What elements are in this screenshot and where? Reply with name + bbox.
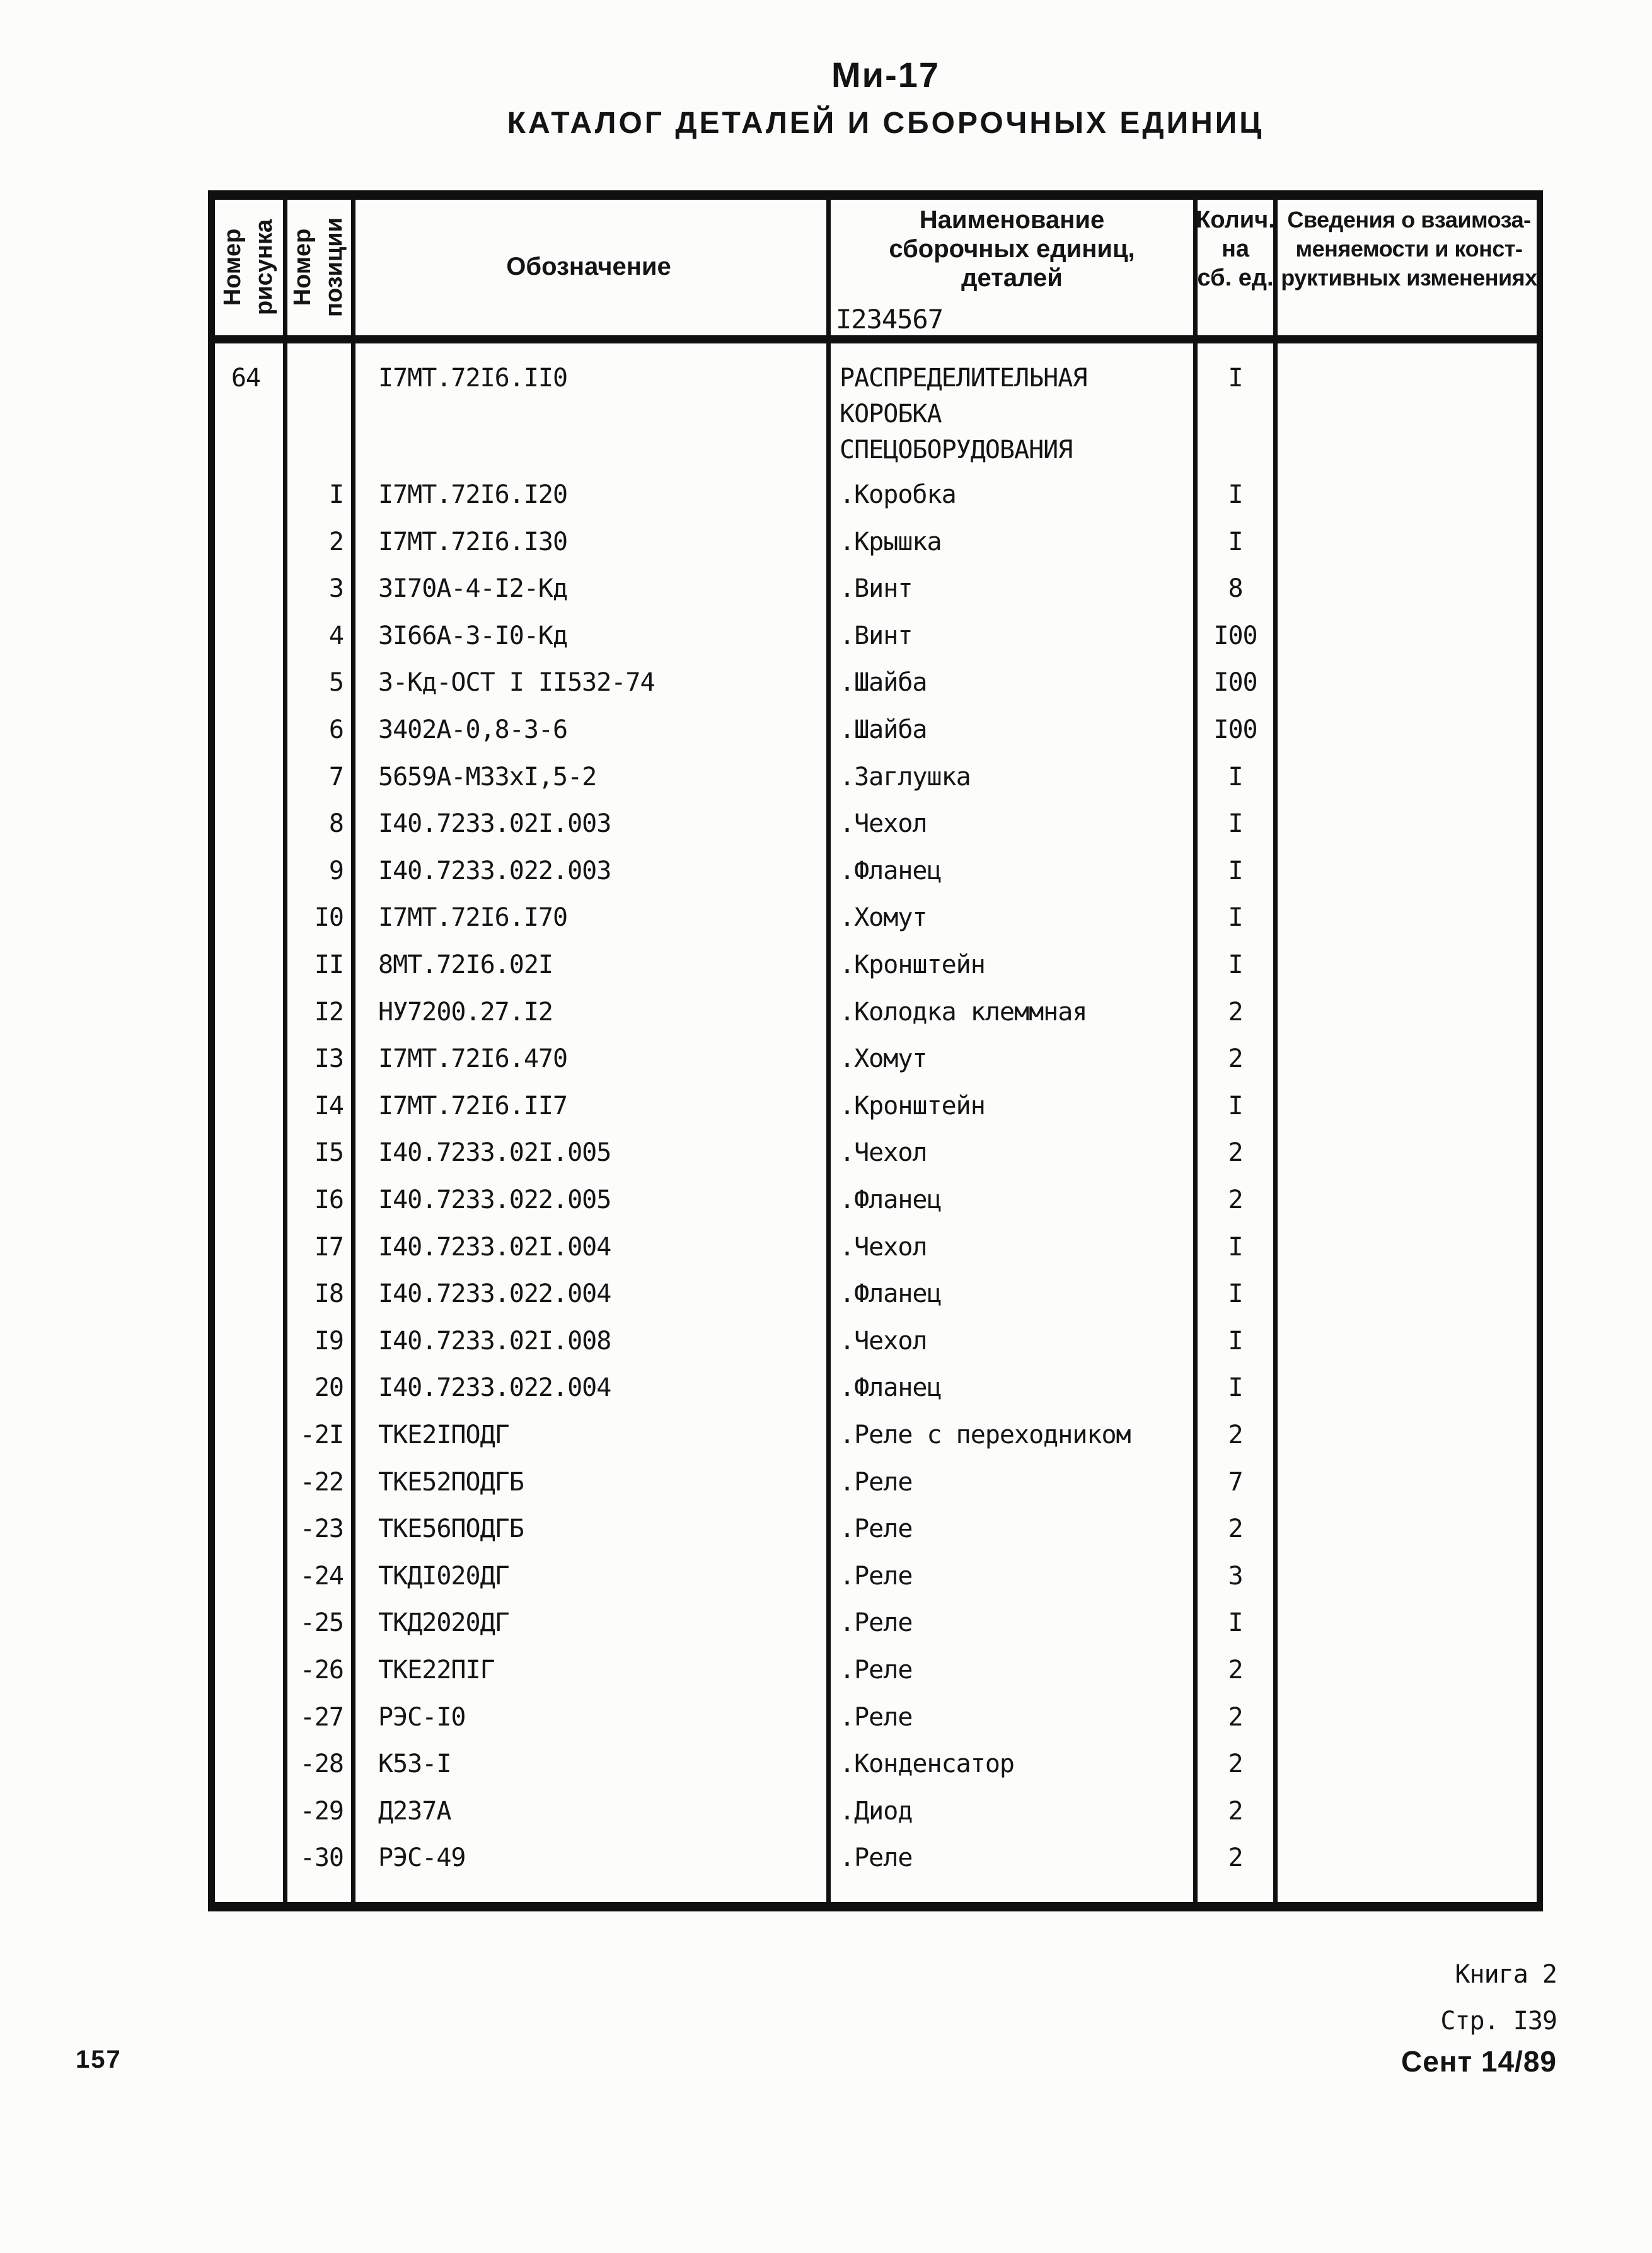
- cell-designation: I7МТ.72I6.II7: [378, 1092, 568, 1121]
- cell-designation: НУ7200.27.I2: [378, 998, 553, 1027]
- cell-position: -25: [299, 1608, 344, 1637]
- cell-quantity: 2: [1228, 1044, 1243, 1073]
- cell-fig-number: 64: [231, 364, 261, 393]
- cell-name: .Реле с переходником: [840, 1420, 1131, 1449]
- cell-name: .Шайба: [840, 668, 927, 697]
- cell-name: .Реле: [840, 1656, 913, 1685]
- cell-quantity: 2: [1228, 998, 1243, 1027]
- cell-name: .Коробка: [840, 480, 956, 509]
- cell-quantity: 2: [1228, 1138, 1243, 1167]
- cell-position: 7: [328, 763, 344, 792]
- col-divider-des-name: [826, 193, 831, 1907]
- cell-name: .Фланец: [840, 856, 942, 885]
- cell-name: .Диод: [840, 1797, 913, 1826]
- cell-quantity: I: [1228, 1327, 1243, 1356]
- cell-quantity: 2: [1228, 1703, 1243, 1732]
- cell-quantity: I: [1228, 480, 1243, 509]
- cell-position: 4: [328, 621, 344, 650]
- cell-quantity: I00: [1213, 668, 1257, 697]
- cell-quantity: 8: [1228, 574, 1243, 603]
- cell-position: 3: [328, 574, 344, 603]
- cell-designation: I7МТ.72I6.I20: [378, 480, 568, 509]
- cell-position: -22: [299, 1468, 344, 1497]
- cell-name: .Фланец: [840, 1279, 942, 1308]
- cell-name: .Реле: [840, 1468, 913, 1497]
- cell-quantity: I: [1228, 1608, 1243, 1637]
- cell-position: 6: [328, 715, 344, 744]
- cell-designation: I40.7233.022.005: [378, 1185, 611, 1214]
- cell-name: .Винт: [840, 574, 913, 603]
- cell-name: .Фланец: [840, 1373, 942, 1402]
- cell-name: .Чехол: [840, 1327, 927, 1356]
- cell-designation: ТКЕ56ПОДГБ: [378, 1514, 524, 1543]
- cell-designation: I7МТ.72I6.II0: [378, 364, 568, 393]
- page-title-model: Ми-17: [831, 55, 940, 95]
- cell-name: .Конденсатор: [840, 1749, 1014, 1778]
- col-divider-pos-des: [351, 193, 355, 1907]
- header-name-code: I234567: [836, 304, 944, 335]
- cell-designation: I40.7233.022.003: [378, 856, 611, 885]
- cell-name: .Колодка клеммная: [840, 998, 1087, 1027]
- cell-designation: 5659А-М33хI,5-2: [378, 763, 597, 792]
- cell-name: .Заглушка: [840, 763, 971, 792]
- cell-quantity: 2: [1228, 1797, 1243, 1826]
- cell-designation: ТКЕ2IПОДГ: [378, 1420, 509, 1449]
- header-quantity: Колич. на сб. ед.: [1196, 207, 1275, 291]
- cell-quantity: I: [1228, 809, 1243, 838]
- cell-quantity: I00: [1213, 621, 1257, 650]
- cell-position: I5: [314, 1138, 344, 1167]
- cell-designation: I7МТ.72I6.I70: [378, 903, 568, 932]
- cell-position: I8: [314, 1279, 344, 1308]
- cell-position: -2I: [299, 1420, 344, 1449]
- table-border-left: [208, 190, 215, 1911]
- table-header-separator: [208, 335, 1543, 343]
- table-border-bottom: [208, 1902, 1543, 1911]
- cell-position: -23: [299, 1514, 344, 1543]
- cell-quantity: I: [1228, 1233, 1243, 1262]
- cell-name: .Фланец: [840, 1185, 942, 1214]
- cell-name: РАСПРЕДЕЛИТЕЛЬНАЯ КОРОБКА СПЕЦОБОРУДОВАНИЯ: [840, 364, 1087, 464]
- cell-position: I0: [314, 903, 344, 932]
- cell-quantity: I: [1228, 1092, 1243, 1121]
- cell-name: .Хомут: [840, 1044, 927, 1073]
- cell-name: .Реле: [840, 1843, 913, 1872]
- cell-quantity: 3: [1228, 1562, 1243, 1591]
- cell-quantity: I: [1228, 1279, 1243, 1308]
- cell-position: 8: [328, 809, 344, 838]
- cell-name: .Чехол: [840, 1233, 927, 1262]
- cell-designation: Д237А: [378, 1797, 451, 1826]
- cell-name: .Чехол: [840, 809, 927, 838]
- header-figure-number: Номер рисунка: [219, 219, 277, 315]
- cell-quantity: I: [1228, 903, 1243, 932]
- cell-quantity: 2: [1228, 1185, 1243, 1214]
- cell-designation: I40.7233.02I.003: [378, 809, 611, 838]
- cell-quantity: I: [1228, 950, 1243, 979]
- cell-position: 9: [328, 856, 344, 885]
- cell-designation: 3I70А-4-I2-Кд: [378, 574, 568, 603]
- cell-name: .Крышка: [840, 527, 942, 556]
- header-position-number: Номер позиции: [289, 217, 347, 317]
- cell-position: -24: [299, 1562, 344, 1591]
- cell-designation: 3402А-0,8-3-6: [378, 715, 568, 744]
- cell-quantity: 2: [1228, 1656, 1243, 1685]
- cell-quantity: I00: [1213, 715, 1257, 744]
- cell-position: II: [314, 950, 344, 979]
- cell-position: 20: [314, 1373, 344, 1402]
- cell-position: I7: [314, 1233, 344, 1262]
- cell-name: .Чехол: [840, 1138, 927, 1167]
- cell-name: .Хомут: [840, 903, 927, 932]
- cell-position: I3: [314, 1044, 344, 1073]
- cell-position: -30: [299, 1843, 344, 1872]
- footer: [1401, 1951, 1557, 2078]
- cell-designation: ТКЕ22ПIГ: [378, 1656, 495, 1685]
- cell-position: 5: [328, 668, 344, 697]
- table-border-top: [208, 190, 1543, 200]
- header-name: Наименование сборочных единиц, деталей: [889, 206, 1135, 292]
- cell-position: I4: [314, 1092, 344, 1121]
- cell-position: -29: [299, 1797, 344, 1826]
- cell-position: -28: [299, 1749, 344, 1778]
- cell-quantity: 2: [1228, 1514, 1243, 1543]
- cell-designation: 8МТ.72I6.02I: [378, 950, 553, 979]
- cell-name: .Реле: [840, 1562, 913, 1591]
- cell-name: .Реле: [840, 1703, 913, 1732]
- cell-name: .Кронштейн: [840, 1092, 985, 1121]
- cell-designation: 3-Кд-ОСТ I II532-74: [378, 668, 655, 697]
- cell-position: I9: [314, 1327, 344, 1356]
- cell-designation: 3I66А-3-I0-Кд: [378, 621, 568, 650]
- cell-designation: К53-I: [378, 1749, 451, 1778]
- cell-quantity: I: [1228, 527, 1243, 556]
- cell-quantity: 2: [1228, 1843, 1243, 1872]
- cell-designation: I40.7233.02I.005: [378, 1138, 611, 1167]
- cell-designation: РЭС-49: [378, 1843, 466, 1872]
- table-border-right: [1537, 190, 1543, 1911]
- cell-designation: ТКДI020ДГ: [378, 1562, 509, 1591]
- cell-designation: I40.7233.022.004: [378, 1279, 611, 1308]
- page-title-catalog: КАТАЛОГ ДЕТАЛЕЙ И СБОРОЧНЫХ ЕДИНИЦ: [507, 107, 1264, 140]
- header-designation: Обозначение: [506, 253, 671, 280]
- footer-book: Книга 2: [1455, 1960, 1557, 1989]
- cell-position: I2: [314, 998, 344, 1027]
- cell-position: I6: [314, 1185, 344, 1214]
- cell-position: -27: [299, 1703, 344, 1732]
- cell-designation: ТКЕ52ПОДГБ: [378, 1468, 524, 1497]
- footer-date: Сент 14/89: [1401, 2045, 1557, 2078]
- cell-designation: РЭС-I0: [378, 1703, 466, 1732]
- cell-name: .Кронштейн: [840, 950, 985, 979]
- cell-designation: I7МТ.72I6.I30: [378, 527, 568, 556]
- cell-quantity: 2: [1228, 1420, 1243, 1449]
- header-info: Сведения о взаимоза- меняемости и конст- руктивных изменениях: [1281, 207, 1537, 291]
- cell-name: .Шайба: [840, 715, 927, 744]
- cell-designation: I40.7233.02I.008: [378, 1327, 611, 1356]
- cell-position: -26: [299, 1656, 344, 1685]
- cell-name: .Винт: [840, 621, 913, 650]
- cell-quantity: I: [1228, 763, 1243, 792]
- page-number: 157: [76, 2046, 122, 2073]
- cell-position: 2: [328, 527, 344, 556]
- footer-page: Стр. I39: [1440, 2007, 1557, 2036]
- cell-quantity: 2: [1228, 1749, 1243, 1778]
- cell-designation: I40.7233.02I.004: [378, 1233, 611, 1262]
- cell-designation: I7МТ.72I6.470: [378, 1044, 568, 1073]
- cell-designation: I40.7233.022.004: [378, 1373, 611, 1402]
- cell-quantity: I: [1228, 364, 1243, 393]
- cell-quantity: I: [1228, 1373, 1243, 1402]
- cell-position: I: [328, 480, 344, 509]
- cell-designation: ТКД2020ДГ: [378, 1608, 509, 1637]
- cell-quantity: I: [1228, 856, 1243, 885]
- cell-name: .Реле: [840, 1514, 913, 1543]
- cell-name: .Реле: [840, 1608, 913, 1637]
- cell-quantity: 7: [1228, 1468, 1243, 1497]
